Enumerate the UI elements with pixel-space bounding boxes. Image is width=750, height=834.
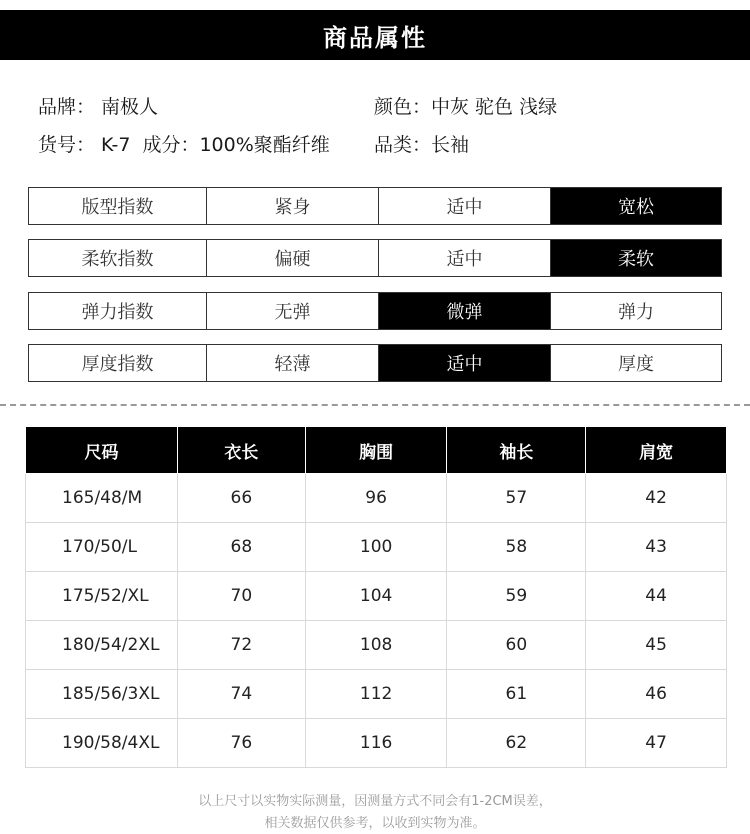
sku-attribute [38,130,330,157]
cell-length: 66 [177,474,305,523]
index-option: 偏硬 [206,240,378,276]
index-option-selected: 宽松 [550,188,721,224]
cell-sleeve: 61 [447,670,586,719]
index-row-elasticity [28,292,722,330]
footnote-line-2: 相关数据仅供参考，以收到实物为准。 [264,816,486,831]
cell-shoulder: 45 [586,621,727,670]
index-name: 版型指数 [81,197,154,218]
sku-label: 货号： [38,134,96,156]
size-chart-table [25,426,727,768]
cell-size: 175/52/XL [26,572,178,621]
cell-shoulder: 47 [586,719,727,768]
table-header-row [26,427,727,474]
index-row-softness [28,239,722,277]
cell-shoulder: 43 [586,523,727,572]
category-value: 长袖 [431,134,470,156]
table-row [26,572,727,621]
cell-size: 165/48/M [26,474,178,523]
dashed-divider [0,404,750,406]
cell-chest: 104 [305,572,447,621]
cell-chest: 108 [305,621,447,670]
table-row [26,474,727,523]
color-value: 中灰 驼色 浅绿 [431,96,558,118]
cell-shoulder: 44 [586,572,727,621]
cell-chest: 96 [305,474,447,523]
cell-sleeve: 58 [447,523,586,572]
index-name: 柔软指数 [81,249,154,270]
cell-size: 190/58/4XL [26,719,178,768]
index-name: 弹力指数 [81,302,154,323]
header-shoulder: 肩宽 [586,427,727,474]
cell-length: 76 [177,719,305,768]
cell-sleeve: 59 [447,572,586,621]
table-row [26,670,727,719]
index-row-thickness [28,344,722,382]
index-option: 适中 [378,240,550,276]
index-option: 轻薄 [206,345,378,381]
cell-length: 74 [177,670,305,719]
index-option-selected: 适中 [378,345,550,381]
cell-size: 180/54/2XL [26,621,178,670]
cell-length: 70 [177,572,305,621]
index-option-selected: 柔软 [550,240,721,276]
cell-sleeve: 62 [447,719,586,768]
index-option: 弹力 [550,293,721,329]
index-name: 厚度指数 [81,354,154,375]
color-attribute [374,92,557,119]
brand-attribute [38,92,158,119]
section-title: 商品属性 [0,10,750,60]
header-size: 尺码 [26,427,178,474]
cell-sleeve: 57 [447,474,586,523]
cell-length: 72 [177,621,305,670]
cell-length: 68 [177,523,305,572]
table-row [26,621,727,670]
color-label: 颜色： [374,96,432,118]
cell-chest: 116 [305,719,447,768]
index-option: 适中 [378,188,550,224]
header-chest: 胸围 [305,427,447,474]
category-attribute [374,130,469,157]
header-length: 衣长 [177,427,305,474]
cell-chest: 100 [305,523,447,572]
table-row [26,719,727,768]
index-option: 厚度 [550,345,721,381]
header-sleeve: 袖长 [447,427,586,474]
index-row-fit [28,187,722,225]
index-option-selected: 微弹 [378,293,550,329]
cell-size: 185/56/3XL [26,670,178,719]
cell-shoulder: 42 [586,474,727,523]
cell-shoulder: 46 [586,670,727,719]
sku-value: K-7 [101,134,131,156]
cell-sleeve: 60 [447,621,586,670]
brand-value: 南极人 [101,96,159,118]
footnote-line-1: 以上尺寸以实物实际测量，因测量方式不同会有1-2CM误差， [198,794,552,809]
table-row [26,523,727,572]
index-option: 紧身 [206,188,378,224]
cell-size: 170/50/L [26,523,178,572]
cell-chest: 112 [305,670,447,719]
material-text: 成分：100%聚酯纤维 [142,134,330,156]
index-option: 无弹 [206,293,378,329]
category-label: 品类： [374,134,432,156]
brand-label: 品牌： [38,96,96,118]
